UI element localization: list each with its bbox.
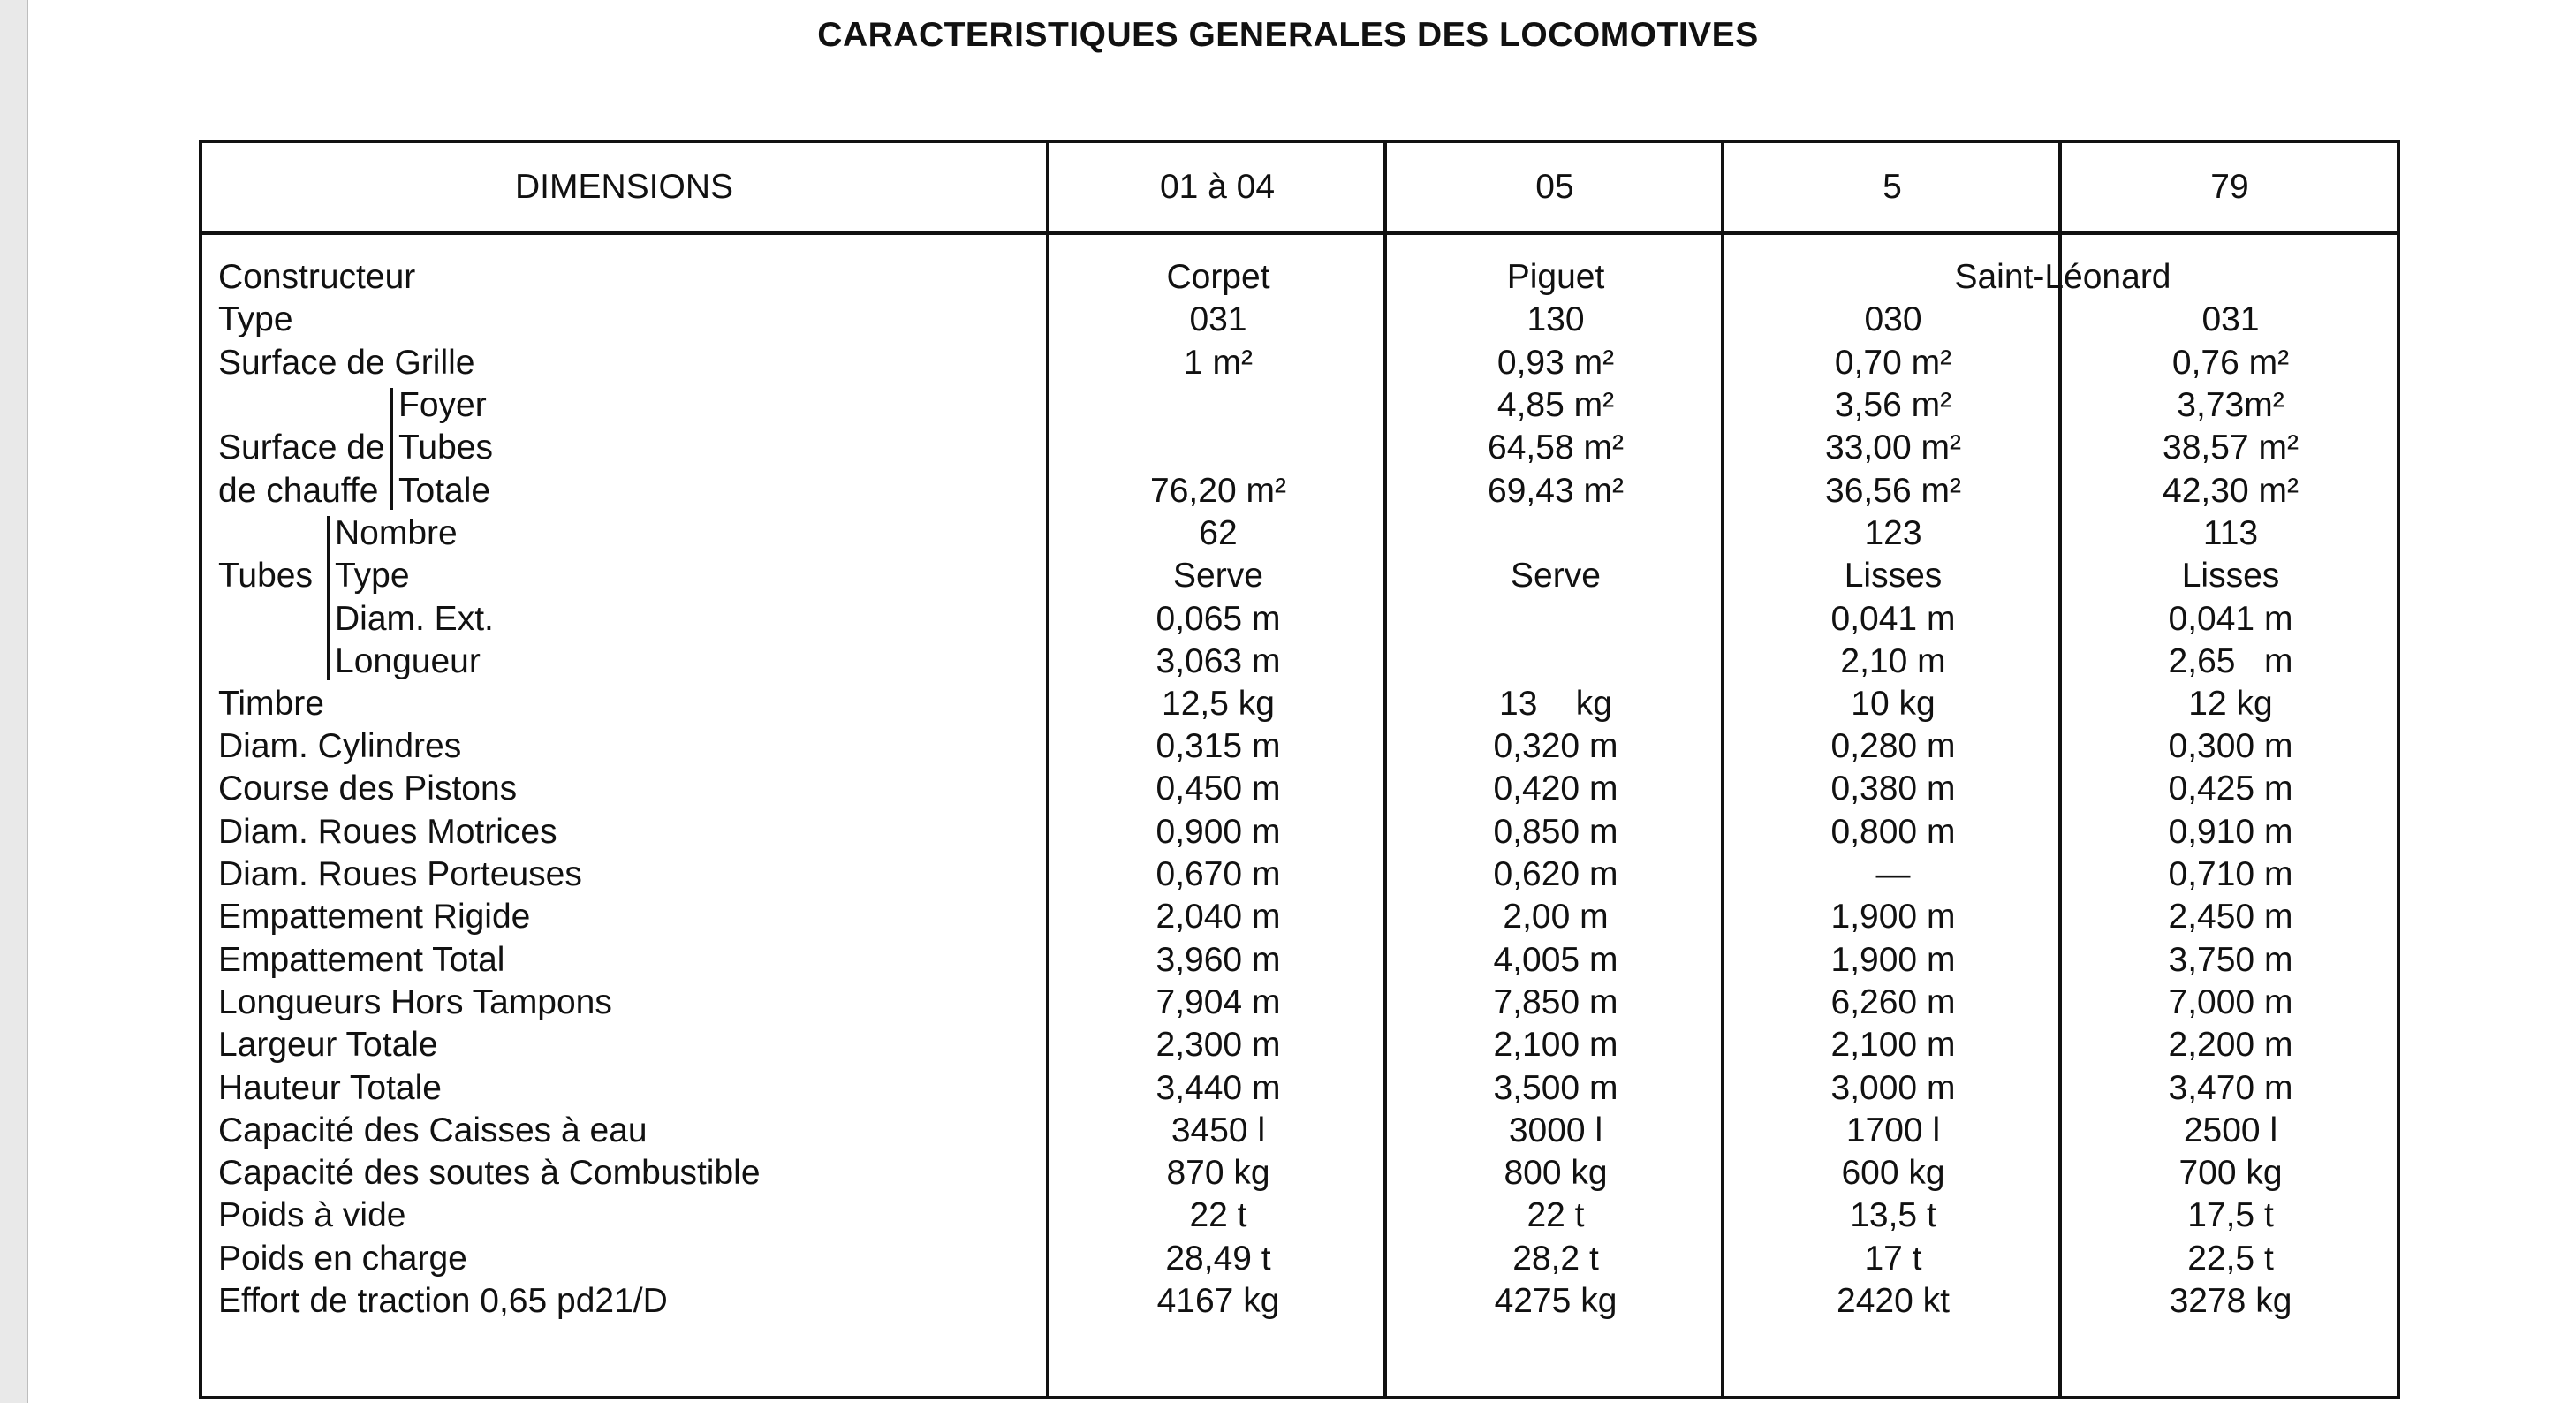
- table-row: [202, 427, 2397, 469]
- row-label: Type: [335, 556, 410, 595]
- cell-value: 3,73m²: [2177, 385, 2284, 424]
- row-label: Capacité des Caisses à eau: [218, 1111, 648, 1149]
- cell-value: 870 kg: [1166, 1154, 1270, 1193]
- cell-value: 3,500 m: [1493, 1068, 1618, 1107]
- cell-value: 0,380 m: [1830, 770, 1956, 808]
- row-label: Largeur Totale: [218, 1026, 438, 1065]
- row-label: Longueur: [335, 641, 481, 680]
- table-row: [202, 1194, 2397, 1237]
- table-row: [202, 256, 2397, 299]
- cell-value: 76,20 m²: [1150, 471, 1286, 510]
- cell-value: 0,041 m: [1830, 599, 1956, 638]
- cell-value: 3278 kg: [2169, 1282, 2292, 1321]
- table-row: [202, 896, 2397, 938]
- cell-value: 64,58 m²: [1488, 428, 1624, 466]
- cell-value: 0,850 m: [1493, 812, 1618, 851]
- cell-value: 3,750 m: [2168, 940, 2293, 979]
- cell-value: 0,280 m: [1830, 727, 1956, 766]
- row-label: Diam. Roues Motrices: [218, 812, 557, 851]
- cell-value: 3450 l: [1171, 1111, 1266, 1149]
- table-row: [202, 1152, 2397, 1194]
- group-label-tubes: Tubes: [218, 556, 313, 595]
- table-row: [202, 1280, 2397, 1323]
- tubes-group: [202, 512, 2397, 683]
- page-title: CARACTERISTIQUES GENERALES DES LOCOMOTIVES: [817, 16, 1759, 54]
- cell-value: 1,900 m: [1830, 898, 1956, 937]
- table-row: [202, 512, 2397, 555]
- row-label: Foyer: [398, 385, 487, 424]
- cell-value: 123: [1864, 513, 1922, 552]
- cell-value: 2,65 m: [2168, 641, 2293, 680]
- cell-value: 0,900 m: [1155, 812, 1281, 851]
- cell-value: 7,850 m: [1493, 982, 1618, 1021]
- header-col-79: 79: [2210, 168, 2249, 206]
- table-row: [202, 725, 2397, 768]
- cell-value: Lisses: [1844, 556, 1943, 595]
- cell-value: 1 m²: [1184, 343, 1253, 382]
- cell-value: 0,93 m²: [1496, 343, 1615, 382]
- cell-value: 7,000 m: [2168, 982, 2293, 1021]
- cell-value: 0,320 m: [1493, 727, 1618, 766]
- cell-value: 3,56 m²: [1834, 385, 1952, 424]
- cell-value: 2,100 m: [1830, 1026, 1956, 1065]
- cell-value: 13,5 t: [1850, 1196, 1936, 1235]
- cell-value: 2420 kt: [1837, 1282, 1950, 1321]
- cell-value: 4167 kg: [1156, 1282, 1280, 1321]
- row-label: Diam. Cylindres: [218, 727, 462, 766]
- table-row: [202, 598, 2397, 641]
- cell-value: 600 kg: [1841, 1154, 1945, 1193]
- cell-value: 62: [1199, 513, 1238, 552]
- group-label-de-chauffe: de chauffe: [218, 471, 379, 510]
- cell-value: Corpet: [1166, 258, 1270, 296]
- row-label: Effort de traction 0,65 pd21/D: [218, 1282, 668, 1321]
- cell-value: 2500 l: [2183, 1111, 2278, 1149]
- cell-value: 0,670 m: [1155, 855, 1281, 894]
- row-label: Poids en charge: [218, 1239, 467, 1278]
- cell-value: 2,00 m: [1503, 898, 1609, 937]
- cell-value: 800 kg: [1504, 1154, 1608, 1193]
- cell-value: 2,200 m: [2168, 1026, 2293, 1065]
- group-label-surface-de: Surface de: [218, 428, 385, 466]
- row-label: Diam. Roues Porteuses: [218, 855, 582, 894]
- table-body: [202, 256, 2397, 1323]
- cell-value: 0,065 m: [1155, 599, 1281, 638]
- cell-value: 28,2 t: [1512, 1239, 1599, 1278]
- cell-value: 4,005 m: [1493, 940, 1618, 979]
- row-label: Surface de Grille: [218, 343, 475, 382]
- cell-value: 0,76 m²: [2171, 343, 2290, 382]
- cell-value: 38,57 m²: [2163, 428, 2299, 466]
- table-row: [202, 1238, 2397, 1280]
- cell-value: 0,425 m: [2168, 770, 2293, 808]
- row-label: Type: [218, 300, 293, 339]
- cell-value: 2,300 m: [1155, 1026, 1281, 1065]
- cell-value: 4,85 m²: [1496, 385, 1615, 424]
- cell-value: 3000 l: [1508, 1111, 1603, 1149]
- cell-value: 3,000 m: [1830, 1068, 1956, 1107]
- row-label: Empattement Rigide: [218, 898, 531, 937]
- cell-value: 22 t: [1527, 1196, 1585, 1235]
- cell-value: Saint-Léonard: [1954, 258, 2171, 296]
- cell-value: 3,960 m: [1155, 940, 1281, 979]
- cell-value: 0,910 m: [2168, 812, 2293, 851]
- cell-value: 130: [1527, 300, 1585, 339]
- cell-value: 1700 l: [1845, 1111, 1941, 1149]
- cell-value: —: [1875, 855, 1911, 894]
- cell-value: Lisses: [2181, 556, 2280, 595]
- cell-value: 0,041 m: [2168, 599, 2293, 638]
- table-row: [202, 470, 2397, 512]
- cell-value: 700 kg: [2178, 1154, 2283, 1193]
- cell-value: 13 kg: [1499, 684, 1612, 723]
- table-header-row: [202, 143, 2397, 235]
- cell-value: 4275 kg: [1494, 1282, 1618, 1321]
- row-label: Constructeur: [218, 258, 416, 296]
- header-col-05: 05: [1535, 168, 1574, 206]
- cell-value: 17 t: [1864, 1239, 1922, 1278]
- table-row: [202, 384, 2397, 427]
- table-row: [202, 768, 2397, 810]
- cell-value: 2,10 m: [1840, 641, 1946, 680]
- table-row: [202, 811, 2397, 853]
- cell-value: 2,040 m: [1155, 898, 1281, 937]
- table-row: [202, 1024, 2397, 1066]
- surface-de-chauffe-group: [202, 384, 2397, 512]
- cell-value: 36,56 m²: [1825, 471, 1961, 510]
- row-label: Tubes: [398, 428, 493, 466]
- cell-value: 17,5 t: [2187, 1196, 2274, 1235]
- cell-value: 030: [1864, 300, 1922, 339]
- cell-value: 3,470 m: [2168, 1068, 2293, 1107]
- cell-value: 3,063 m: [1155, 641, 1281, 680]
- row-label: Timbre: [218, 684, 324, 723]
- header-dimensions: DIMENSIONS: [514, 168, 734, 206]
- cell-value: 0,315 m: [1155, 727, 1281, 766]
- table-row: [202, 641, 2397, 683]
- cell-value: 0,450 m: [1155, 770, 1281, 808]
- table-row: [202, 683, 2397, 725]
- cell-value: 7,904 m: [1155, 982, 1281, 1021]
- row-label: Longueurs Hors Tampons: [218, 982, 612, 1021]
- row-label: Capacité des soutes à Combustible: [218, 1154, 761, 1193]
- locomotives-table: [199, 140, 2400, 1399]
- cell-value: 1,900 m: [1830, 940, 1956, 979]
- cell-value: 031: [1189, 300, 1247, 339]
- row-label: Nombre: [335, 513, 458, 552]
- cell-value: 22,5 t: [2187, 1239, 2274, 1278]
- cell-value: 0,300 m: [2168, 727, 2293, 766]
- cell-value: 0,620 m: [1493, 855, 1618, 894]
- row-label: Course des Pistons: [218, 770, 518, 808]
- table-row: [202, 342, 2397, 384]
- table-row: [202, 1110, 2397, 1152]
- cell-value: Piguet: [1506, 258, 1605, 296]
- row-label: Hauteur Totale: [218, 1068, 442, 1107]
- cell-value: 69,43 m²: [1488, 471, 1624, 510]
- cell-value: 113: [2202, 513, 2259, 552]
- cell-value: 0,800 m: [1830, 812, 1956, 851]
- header-col-5: 5: [1883, 168, 1902, 206]
- cell-value: 28,49 t: [1165, 1239, 1271, 1278]
- cell-value: Serve: [1511, 556, 1601, 595]
- table-row: [202, 982, 2397, 1024]
- header-col-01-04: 01 à 04: [1159, 168, 1276, 206]
- row-label: Poids à vide: [218, 1196, 406, 1235]
- table-row: [202, 299, 2397, 341]
- table-row: [202, 853, 2397, 896]
- cell-value: 12,5 kg: [1162, 684, 1275, 723]
- cell-value: Serve: [1173, 556, 1263, 595]
- cell-value: 031: [2201, 300, 2260, 339]
- table-row: [202, 555, 2397, 597]
- cell-value: 0,710 m: [2168, 855, 2293, 894]
- row-label: Empattement Total: [218, 940, 505, 979]
- page-edge-shadow: [0, 0, 28, 1403]
- cell-value: 10 kg: [1851, 684, 1936, 723]
- row-label: Totale: [398, 471, 491, 510]
- cell-value: 12 kg: [2188, 684, 2273, 723]
- cell-value: 0,70 m²: [1834, 343, 1952, 382]
- cell-value: 42,30 m²: [2163, 471, 2299, 510]
- cell-value: 0,420 m: [1493, 770, 1618, 808]
- table-row: [202, 939, 2397, 982]
- cell-value: 2,100 m: [1493, 1026, 1618, 1065]
- cell-value: 2,450 m: [2168, 898, 2293, 937]
- row-label: Diam. Ext.: [335, 599, 494, 638]
- cell-value: 3,440 m: [1155, 1068, 1281, 1107]
- cell-value: 22 t: [1189, 1196, 1247, 1235]
- cell-value: 6,260 m: [1830, 982, 1956, 1021]
- table-row: [202, 1067, 2397, 1110]
- cell-value: 33,00 m²: [1825, 428, 1961, 466]
